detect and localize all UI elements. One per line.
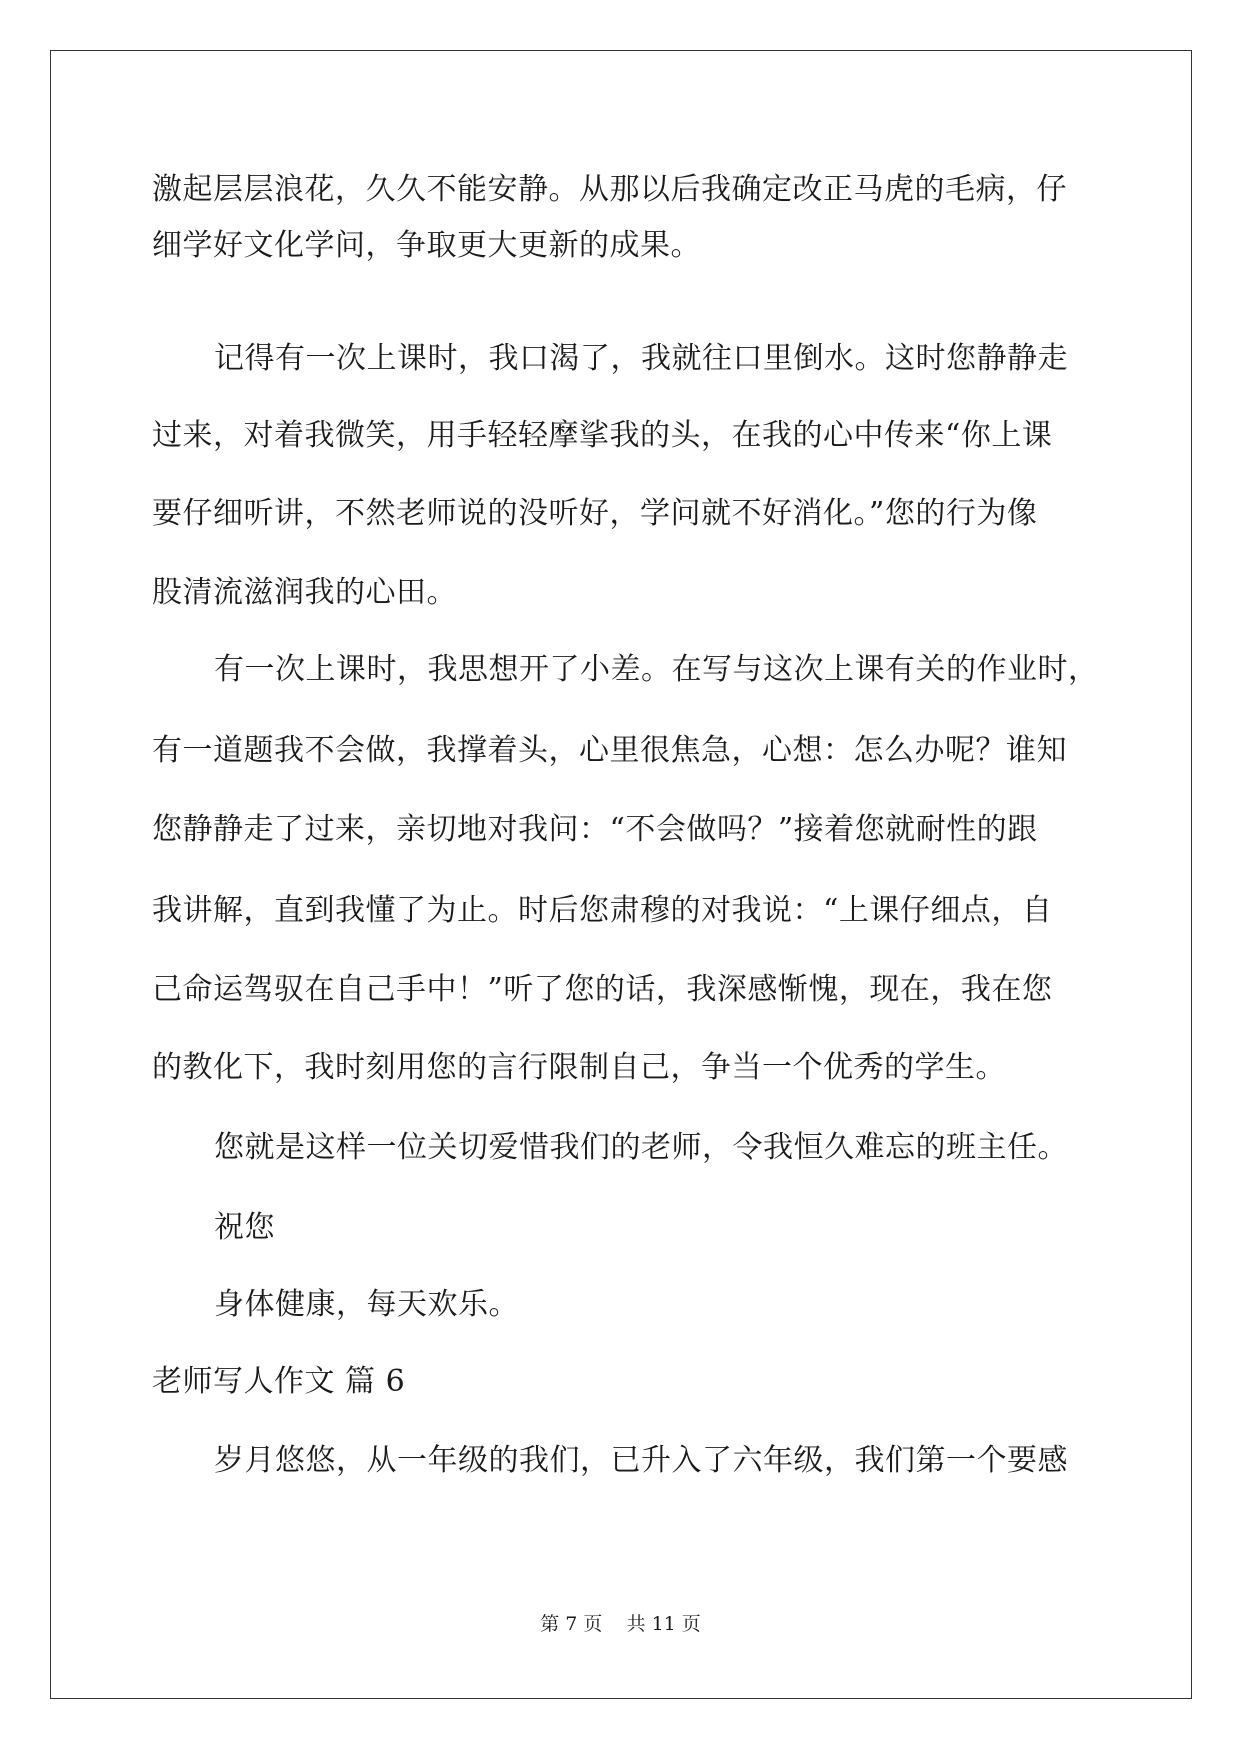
text-line: 记得有一次上课时，我口渴了，我就往口里倒水。这时您静静走	[214, 341, 1068, 376]
text-line: 股清流滋润我的心田。	[152, 575, 457, 610]
text-line: 身体健康，每天欢乐。	[214, 1287, 519, 1322]
section-heading: 老师写人作文 篇 6	[152, 1364, 406, 1399]
text-line: 的教化下，我时刻用您的言行限制自己，争当一个优秀的学生。	[152, 1050, 1006, 1085]
text-line: 您就是这样一位关切爱惜我们的老师，令我恒久难忘的班主任。	[214, 1130, 1068, 1165]
text-line: 激起层层浪花，久久不能安静。从那以后我确定改正马虎的毛病，仔	[152, 172, 1067, 207]
text-line: 祝您	[214, 1210, 275, 1245]
text-line: 岁月悠悠，从一年级的我们，已升入了六年级，我们第一个要感	[214, 1443, 1068, 1478]
text-line: 要仔细听讲，不然老师说的没听好，学问就不好消化。”您的行为像	[152, 496, 1038, 531]
text-line: 有一道题我不会做，我撑着头，心里很焦急，心想：怎么办呢？谁知	[152, 733, 1067, 768]
text-line: 过来，对着我微笑，用手轻轻摩挲我的头，在我的心中传来“你上课	[152, 418, 1053, 453]
text-line: 有一次上课时，我思想开了小差。在写与这次上课有关的作业时，	[214, 652, 1099, 687]
text-line: 您静静走了过来，亲切地对我问：“不会做吗？”接着您就耐性的跟	[152, 812, 1038, 847]
text-line: 我讲解，直到我懂了为止。时后您肃穆的对我说：“上课仔细点，自	[152, 893, 1053, 928]
text-line: 细学好文化学问，争取更大更新的成果。	[152, 228, 701, 263]
page-number-footer: 第 7 页 共 11 页	[540, 1613, 701, 1635]
text-line: 己命运驾驭在自己手中！”听了您的话，我深感惭愧，现在，我在您	[152, 972, 1053, 1007]
